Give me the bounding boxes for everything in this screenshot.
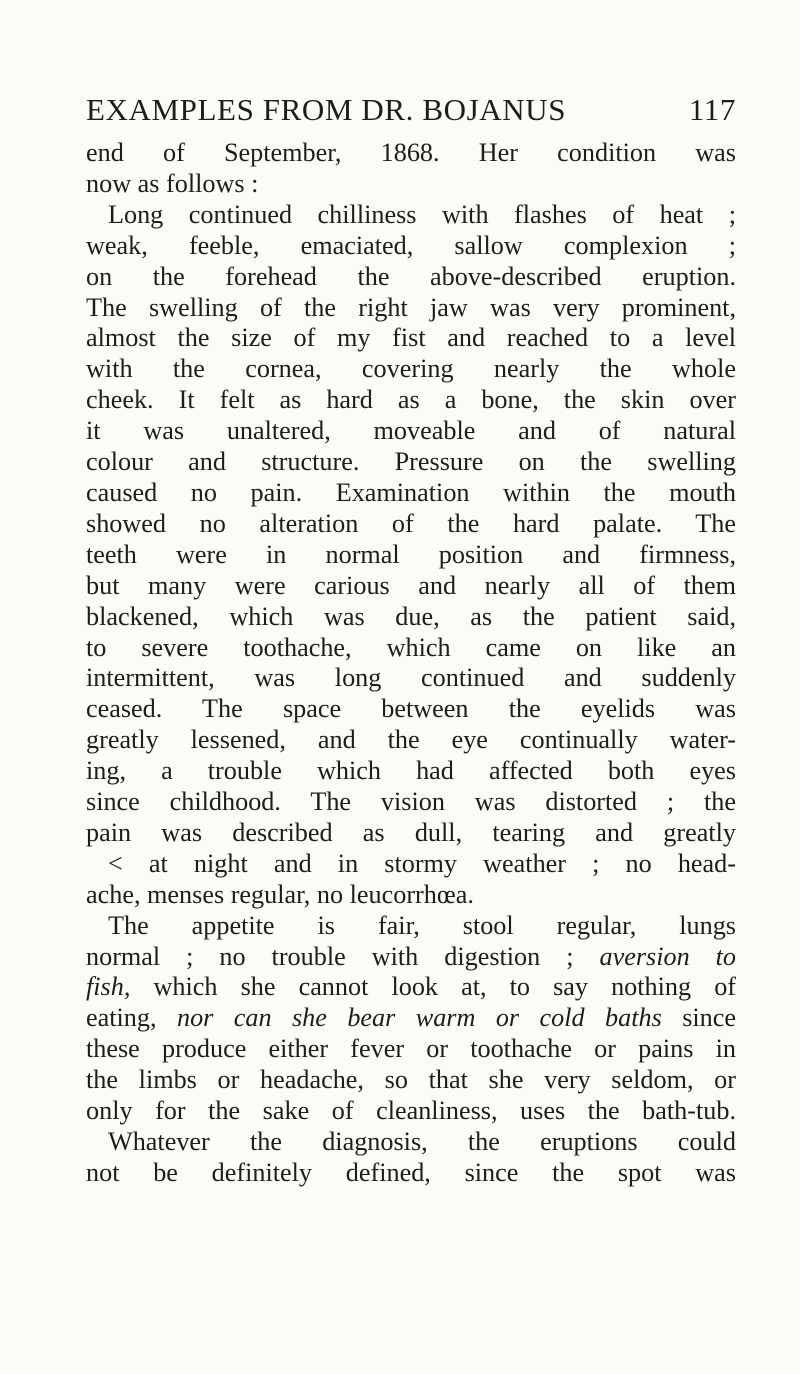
text-line [86,911,736,942]
text-line [86,972,736,1003]
text-line [86,633,736,664]
text-line [86,540,736,571]
italic-text: nor can she bear warm or cold baths [176,1003,662,1033]
line-text: ache, menses regular, no leucorrhœa. [86,879,474,909]
line-text: but many were carious and nearly all of them [86,570,736,600]
running-title: EXAMPLES FROM DR. BOJANUS [86,92,567,127]
text-line [86,1096,736,1127]
text-line [86,509,736,540]
text-line [86,849,736,880]
text-line [86,1065,736,1096]
line-text: The swelling of the right jaw was very prominent, [86,292,736,322]
text-line [86,262,736,293]
page-number: 117 [688,92,736,127]
line-text: cheek. It felt as hard as a bone, the skin over [86,385,736,415]
body-text [86,138,736,1189]
line-text: normal ; no trouble with digestion ; [86,941,574,971]
line-text: eating, [86,1003,157,1033]
text-line [86,942,736,973]
text-line [86,138,736,169]
line-text: with the cornea, covering nearly the whole [86,354,736,384]
text-line [86,602,736,633]
line-text: which she cannot look at, to say nothing of [153,972,737,1002]
line-text: blackened, which was due, as the patient said, [86,601,736,631]
italic-text: fish, [86,972,131,1002]
line-text: to severe toothache, which came on like an [86,632,736,662]
text-line [86,354,736,385]
line-text: pain was described as dull, tearing and greatly [86,817,736,847]
text-line [86,1003,736,1034]
text-line [86,416,736,447]
text-line [86,385,736,416]
line-text: almost the size of my fist and reached to a level [86,323,736,353]
line-text: Whatever the diagnosis, the eruptions could [108,1127,736,1156]
line-text: only for the sake of cleanliness, uses the bath-tub. [86,1096,736,1126]
line-text: Long continued chilliness with flashes of heat ; [108,199,736,229]
text-line [86,1127,736,1158]
text-line [86,694,736,725]
line-text: it was unaltered, moveable and of natural [86,416,736,446]
line-text: showed no alteration of the hard palate. The [86,508,736,538]
text-line [86,787,736,818]
text-line [86,663,736,694]
line-text: not be definitely defined, since the spot was [86,1157,736,1187]
line-text: since [682,1003,737,1033]
line-text: weak, feeble, emaciated, sallow complexion ; [86,230,736,260]
line-text: these produce either fever or toothache or pains in [86,1034,736,1064]
running-header [86,92,736,128]
text-line [86,818,736,849]
text-line [86,200,736,231]
text-line [86,323,736,354]
text-line [86,293,736,324]
line-text: ceased. The space between the eyelids was [86,694,736,724]
line-text: The appetite is fair, stool regular, lungs [108,910,736,940]
text-line [86,169,736,200]
line-text: ing, a trouble which had affected both eyes [86,756,736,786]
text-line [86,1034,736,1065]
italic-text: aversion to [599,941,737,971]
text-line [86,756,736,787]
text-line [86,725,736,756]
text-line [86,447,736,478]
line-text: intermittent, was long continued and suddenly [86,663,736,693]
line-text: end of September, 1868. Her condition was [86,138,736,167]
line-text: caused no pain. Examination within the mouth [86,477,736,507]
line-text: < at night and in stormy weather ; no head- [108,848,736,878]
text-line [86,478,736,509]
text-line [86,571,736,602]
line-text: the limbs or headache, so that she very seldom, or [86,1065,736,1095]
line-text: on the forehead the above-described eruption. [86,261,736,291]
text-line [86,1158,736,1189]
line-text: colour and structure. Pressure on the swelling [86,447,736,477]
line-text: greatly lessened, and the eye continually water- [86,725,736,755]
line-text: now as follows : [86,168,259,198]
text-line [86,231,736,262]
text-line [86,880,736,911]
line-text: since childhood. The vision was distorted ; the [86,787,736,817]
line-text: teeth were in normal position and firmness, [86,539,736,569]
